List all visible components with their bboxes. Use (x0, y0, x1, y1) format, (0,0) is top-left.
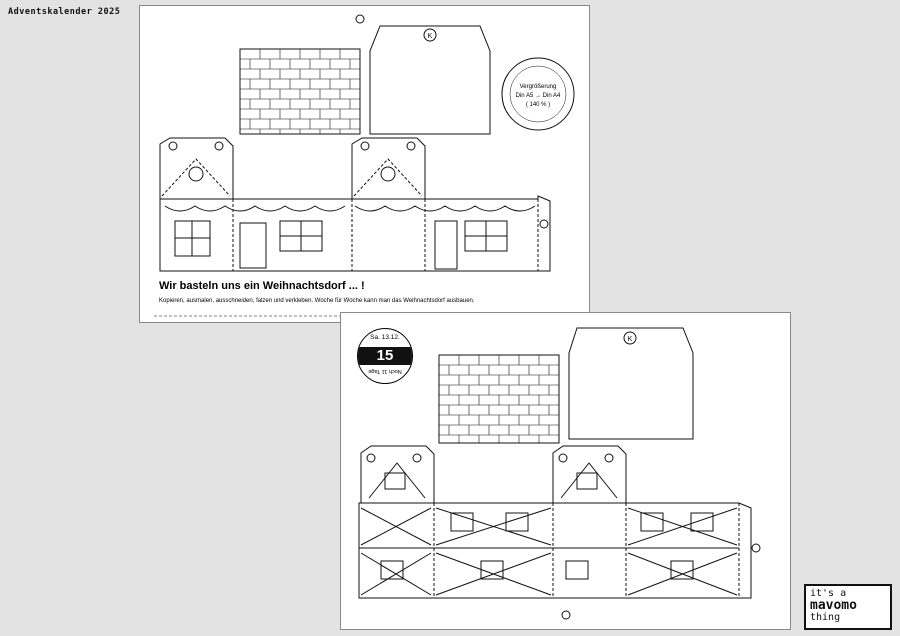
craft-sheet-2 (340, 312, 791, 630)
badge-countdown: Noch 11 Tage (368, 368, 402, 374)
house-strip-2 (359, 503, 751, 598)
stamp-line-2: Din A5 → Din A4 (515, 93, 561, 99)
sheet-title: Wir basteln uns ein Weihnachtsdorf ... ! (159, 280, 365, 292)
logo-line-1: it's a (810, 588, 847, 599)
badge-date: Sa. 13.12. (370, 334, 400, 341)
gable-end-left (160, 138, 233, 199)
calendar-header: Adventskalender 2025 (8, 7, 121, 17)
roof-logo-k: K (427, 33, 433, 40)
gable-piece (370, 26, 490, 134)
mavomo-logo (804, 584, 892, 630)
gable-piece-2 (569, 328, 693, 439)
stamp-line-1: Vergrößerung (519, 84, 557, 90)
roof-logo-k-2: K (627, 336, 633, 343)
house-strip (160, 196, 550, 271)
logo-line-2: mavomo (810, 598, 857, 613)
house-cutout-drawing-1 (140, 6, 591, 324)
stamp-line-3: ( 140 % ) (525, 102, 551, 108)
craft-sheet-1 (139, 5, 590, 323)
logo-line-3: thing (810, 612, 841, 623)
badge-day-number: 15 (358, 347, 412, 365)
gable-end-right (352, 138, 425, 199)
punch-hole-top (356, 15, 364, 23)
day-badge (357, 328, 413, 384)
sheet-instructions: Kopieren, ausmalen, ausschneiden, falzen und verkleben. Woche für Woche kann man das Weihnachtsdorf ausbauen. (159, 298, 475, 304)
